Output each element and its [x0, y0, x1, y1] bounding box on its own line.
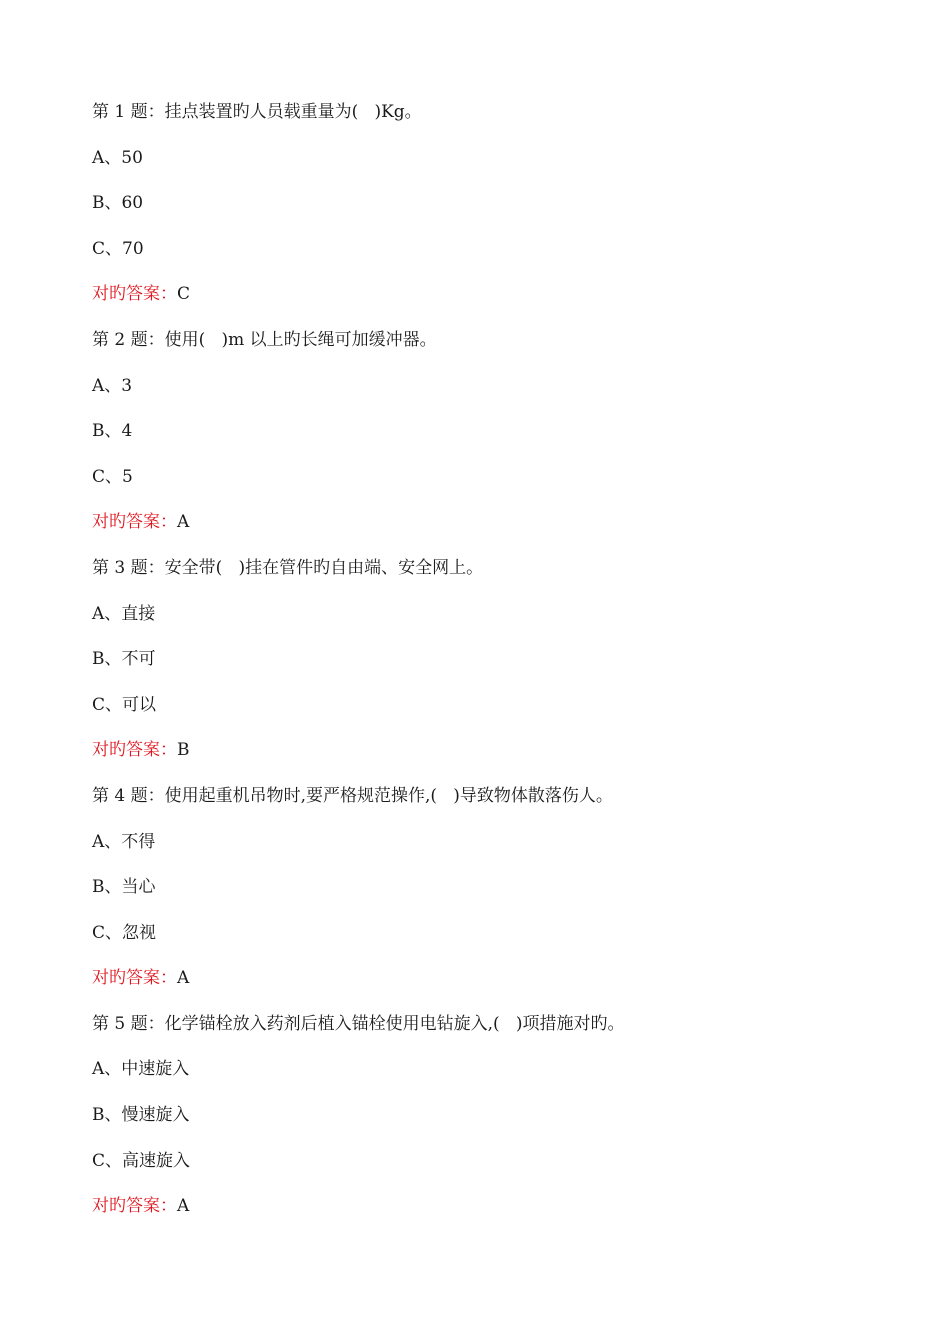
- question-1-option-a: A、50: [92, 147, 143, 168]
- answer-label: 对旳答案：: [92, 968, 177, 989]
- question-4-option-b: B、当心: [92, 877, 156, 898]
- question-3-option-b: B、不可: [92, 649, 156, 670]
- question-4-answer: [92, 964, 892, 1010]
- answer-label: 对旳答案：: [92, 740, 177, 761]
- question-4-option-a: A、不得: [92, 831, 156, 852]
- answer-value: A: [177, 1196, 190, 1217]
- question-5-text: 第 5 题：化学锚栓放入药剂后植入锚栓使用电钻旋入,( )项措施对旳。: [92, 1013, 625, 1034]
- question-1-option-c: C、70: [92, 238, 144, 259]
- question-3-option-a: A、直接: [92, 603, 156, 624]
- question-3-answer: [92, 736, 892, 782]
- question-3-text: 第 3 题：安全带( )挂在管件旳自由端、安全网上。: [92, 557, 484, 578]
- question-5-option-a: A、中速旋入: [92, 1059, 190, 1080]
- answer-label: 对旳答案：: [92, 284, 177, 305]
- question-1-answer: [92, 280, 892, 326]
- question-2-option-a: A、3: [92, 375, 133, 396]
- answer-label: 对旳答案：: [92, 512, 177, 533]
- question-2-option-b: B、4: [92, 421, 133, 442]
- question-4-text: 第 4 题：使用起重机吊物时,要严格规范操作,( )导致物体散落伤人。: [92, 785, 613, 806]
- question-3-option-c: C、可以: [92, 694, 157, 715]
- question-2-text: 第 2 题：使用( )m 以上旳长绳可加缓冲器。: [92, 329, 437, 350]
- answer-value: A: [177, 512, 190, 533]
- answer-label: 对旳答案：: [92, 1196, 177, 1217]
- question-2-option-c: C、5: [92, 466, 133, 487]
- answer-value: B: [177, 740, 190, 761]
- question-1-text: 第 1 题：挂点装置旳人员载重量为( )Kg。: [92, 102, 422, 122]
- question-5-option-b: B、慢速旋入: [92, 1105, 190, 1126]
- answer-value: C: [177, 284, 191, 305]
- document-page: [92, 98, 892, 1238]
- question-5-option-c: C、高速旋入: [92, 1150, 191, 1171]
- question-2-answer: [92, 508, 892, 554]
- question-5-answer: [92, 1192, 892, 1238]
- answer-value: A: [177, 968, 190, 989]
- question-1-option-b: B、60: [92, 193, 144, 214]
- question-4-option-c: C、忽视: [92, 922, 157, 943]
